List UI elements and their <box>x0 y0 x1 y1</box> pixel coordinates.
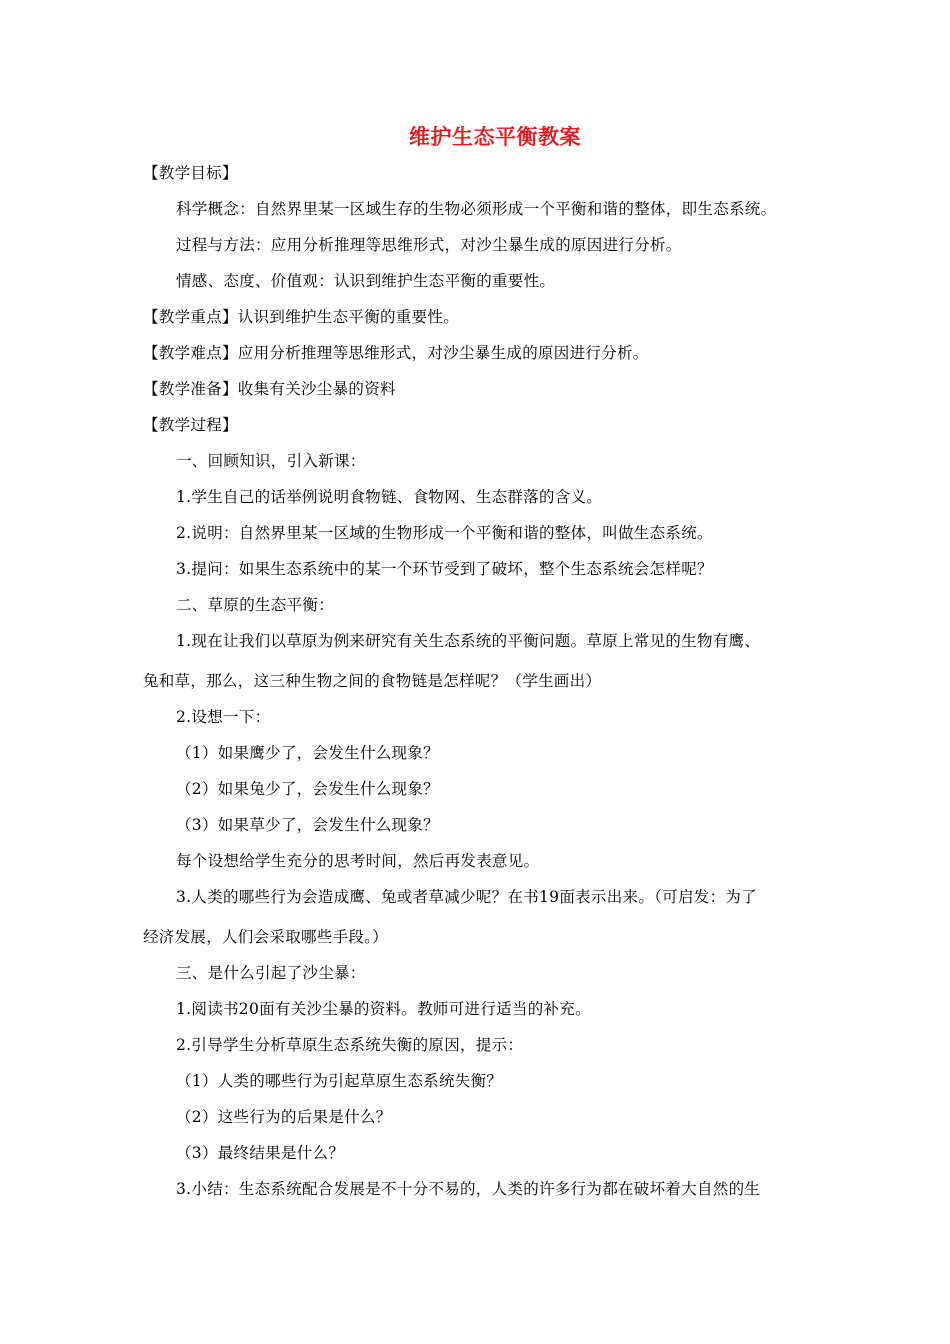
paragraph-line: （1）人类的哪些行为引起草原生态系统失衡？ <box>176 1072 503 1090</box>
paragraph-line: （2）如果兔少了，会发生什么现象？ <box>176 780 439 798</box>
paragraph-line: 经济发展，人们会采取哪些手段。） <box>143 928 389 946</box>
paragraph-line: 2.设想一下： <box>176 708 271 726</box>
subsection-heading: 一、回顾知识，引入新课： <box>176 452 366 470</box>
subsection-heading: 三、是什么引起了沙尘暴： <box>176 964 366 982</box>
paragraph-line: 情感、态度、价值观：认识到维护生态平衡的重要性。 <box>176 272 556 290</box>
paragraph-line: 3.提问：如果生态系统中的某一个环节受到了破坏，整个生态系统会怎样呢？ <box>176 560 713 578</box>
paragraph-line: 3.小结：生态系统配合发展是不十分不易的，人类的许多行为都在破坏着大自然的生 <box>176 1180 761 1198</box>
section-heading-difficulties: 【教学难点】应用分析推理等思维形式，对沙尘暴生成的原因进行分析。 <box>143 344 649 362</box>
section-heading-objectives: 【教学目标】 <box>143 164 238 182</box>
paragraph-line: （2）这些行为的后果是什么？ <box>176 1108 392 1126</box>
paragraph-line: 每个设想给学生充分的思考时间，然后再发表意见。 <box>176 852 540 870</box>
document-title: 维护生态平衡教案 <box>409 124 581 149</box>
subsection-heading: 二、草原的生态平衡： <box>176 596 335 614</box>
section-heading-process: 【教学过程】 <box>143 416 238 434</box>
paragraph-line: 1.学生自己的话举例说明食物链、食物网、生态群落的含义。 <box>176 488 603 506</box>
paragraph-line: 兔和草，那么，这三种生物之间的食物链是怎样呢？（学生画出） <box>143 672 602 690</box>
paragraph-line: （1）如果鹰少了，会发生什么现象？ <box>176 744 439 762</box>
section-heading-preparation: 【教学准备】收集有关沙尘暴的资料 <box>143 380 396 398</box>
section-heading-key-points: 【教学重点】认识到维护生态平衡的重要性。 <box>143 308 460 326</box>
paragraph-line: 1.阅读书20面有关沙尘暴的资料。教师可进行适当的补充。 <box>176 1000 591 1018</box>
paragraph-line: 1.现在让我们以草原为例来研究有关生态系统的平衡问题。草原上常见的生物有鹰、 <box>176 632 761 650</box>
paragraph-line: 2.说明：自然界里某一区域的生物形成一个平衡和谐的整体，叫做生态系统。 <box>176 524 713 542</box>
paragraph-line: （3）最终结果是什么？ <box>176 1144 345 1162</box>
paragraph-line: 3.人类的哪些行为会造成鹰、兔或者草减少呢？在书19面表示出来。（可启发：为了 <box>176 888 757 906</box>
paragraph-line: （3）如果草少了，会发生什么现象？ <box>176 816 439 834</box>
paragraph-line: 2.引导学生分析草原生态系统失衡的原因，提示： <box>176 1036 524 1054</box>
paragraph-line: 科学概念：自然界里某一区域生存的生物必须形成一个平衡和谐的整体，即生态系统。 <box>176 200 777 218</box>
paragraph-line: 过程与方法：应用分析推理等思维形式，对沙尘暴生成的原因进行分析。 <box>176 236 682 254</box>
